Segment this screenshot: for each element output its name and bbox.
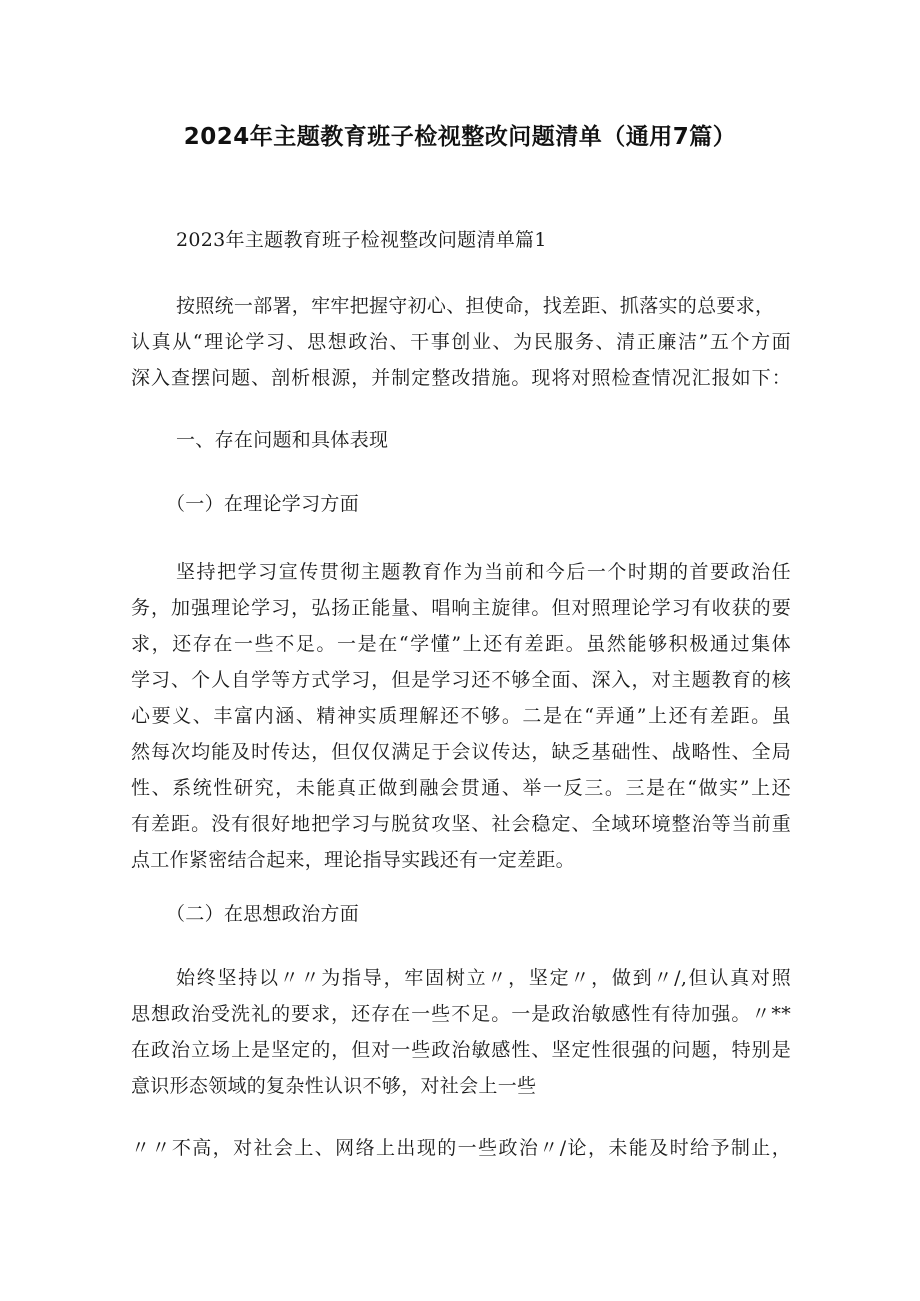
sub-one-line-4: 学习、个人自学等方式学习，但是学习还不够全面、深入，对主题教育的核 bbox=[131, 669, 791, 691]
sub-one-line-1: 坚持把学习宣传贯彻主题教育作为当前和今后一个时期的首要政治任 bbox=[176, 561, 791, 583]
sub-one-line-3: 求，还存在一些不足。一是在“学懂”上还有差距。虽然能够积极通过集体 bbox=[131, 633, 791, 655]
sub-one-line-7: 性、系统性研究，未能真正做到融会贯通、举一反三。三是在“做实”上还 bbox=[131, 777, 791, 799]
sub-one-heading: （一）在理论学习方面 bbox=[166, 493, 360, 515]
sub-two-line-1: 始终坚持以〃〃为指导，牢固树立〃，坚定〃，做到〃/,但认真对照 bbox=[176, 967, 791, 989]
sub-one-line-6: 然每次均能及时传达，但仅仅满足于会议传达，缺乏基础性、战略性、全局 bbox=[131, 741, 791, 763]
section-heading: 2023年主题教育班子检视整改问题清单篇1 bbox=[176, 229, 547, 251]
intro-line-3: 深入查摆问题、剖析根源，并制定整改措施。现将对照检查情况汇报如下： bbox=[131, 367, 791, 389]
intro-line-2: 认真从“理论学习、思想政治、干事创业、为民服务、清正廉洁”五个方面 bbox=[131, 331, 791, 353]
sub-one-line-8: 有差距。没有很好地把学习与脱贫攻坚、社会稳定、全域环境整治等当前重 bbox=[131, 813, 791, 835]
sub-two-heading: （二）在思想政治方面 bbox=[166, 903, 360, 925]
sub-two-line-4: 意识形态领域的复杂性认识不够，对社会上一些 bbox=[131, 1075, 537, 1097]
document-title: 2024年主题教育班子检视整改问题清单（通用7篇） bbox=[183, 124, 737, 150]
intro-line-1: 按照统一部署，牢牢把握守初心、担使命，找差距、抓落实的总要求， bbox=[176, 295, 775, 317]
tail-line: 〃〃不高，对社会上、网络上出现的一些政治〃/论，未能及时给予制止， bbox=[131, 1137, 791, 1159]
sub-two-line-2: 思想政治受洗礼的要求，还存在一些不足。一是政治敏感性有待加强。〃** bbox=[131, 1003, 791, 1025]
sub-one-line-9: 点工作紧密结合起来，理论指导实践还有一定差距。 bbox=[131, 849, 575, 871]
sub-one-line-5: 心要义、丰富内涵、精神实质理解还不够。二是在“弄通”上还有差距。虽 bbox=[131, 705, 791, 727]
sub-one-line-2: 务，加强理论学习，弘扬正能量、唱响主旋律。但对照理论学习有收获的要 bbox=[131, 597, 791, 619]
part-one-heading: 一、存在问题和具体表现 bbox=[176, 429, 389, 451]
sub-two-line-3: 在政治立场上是坚定的，但对一些政治敏感性、坚定性很强的问题，特别是 bbox=[131, 1039, 791, 1061]
